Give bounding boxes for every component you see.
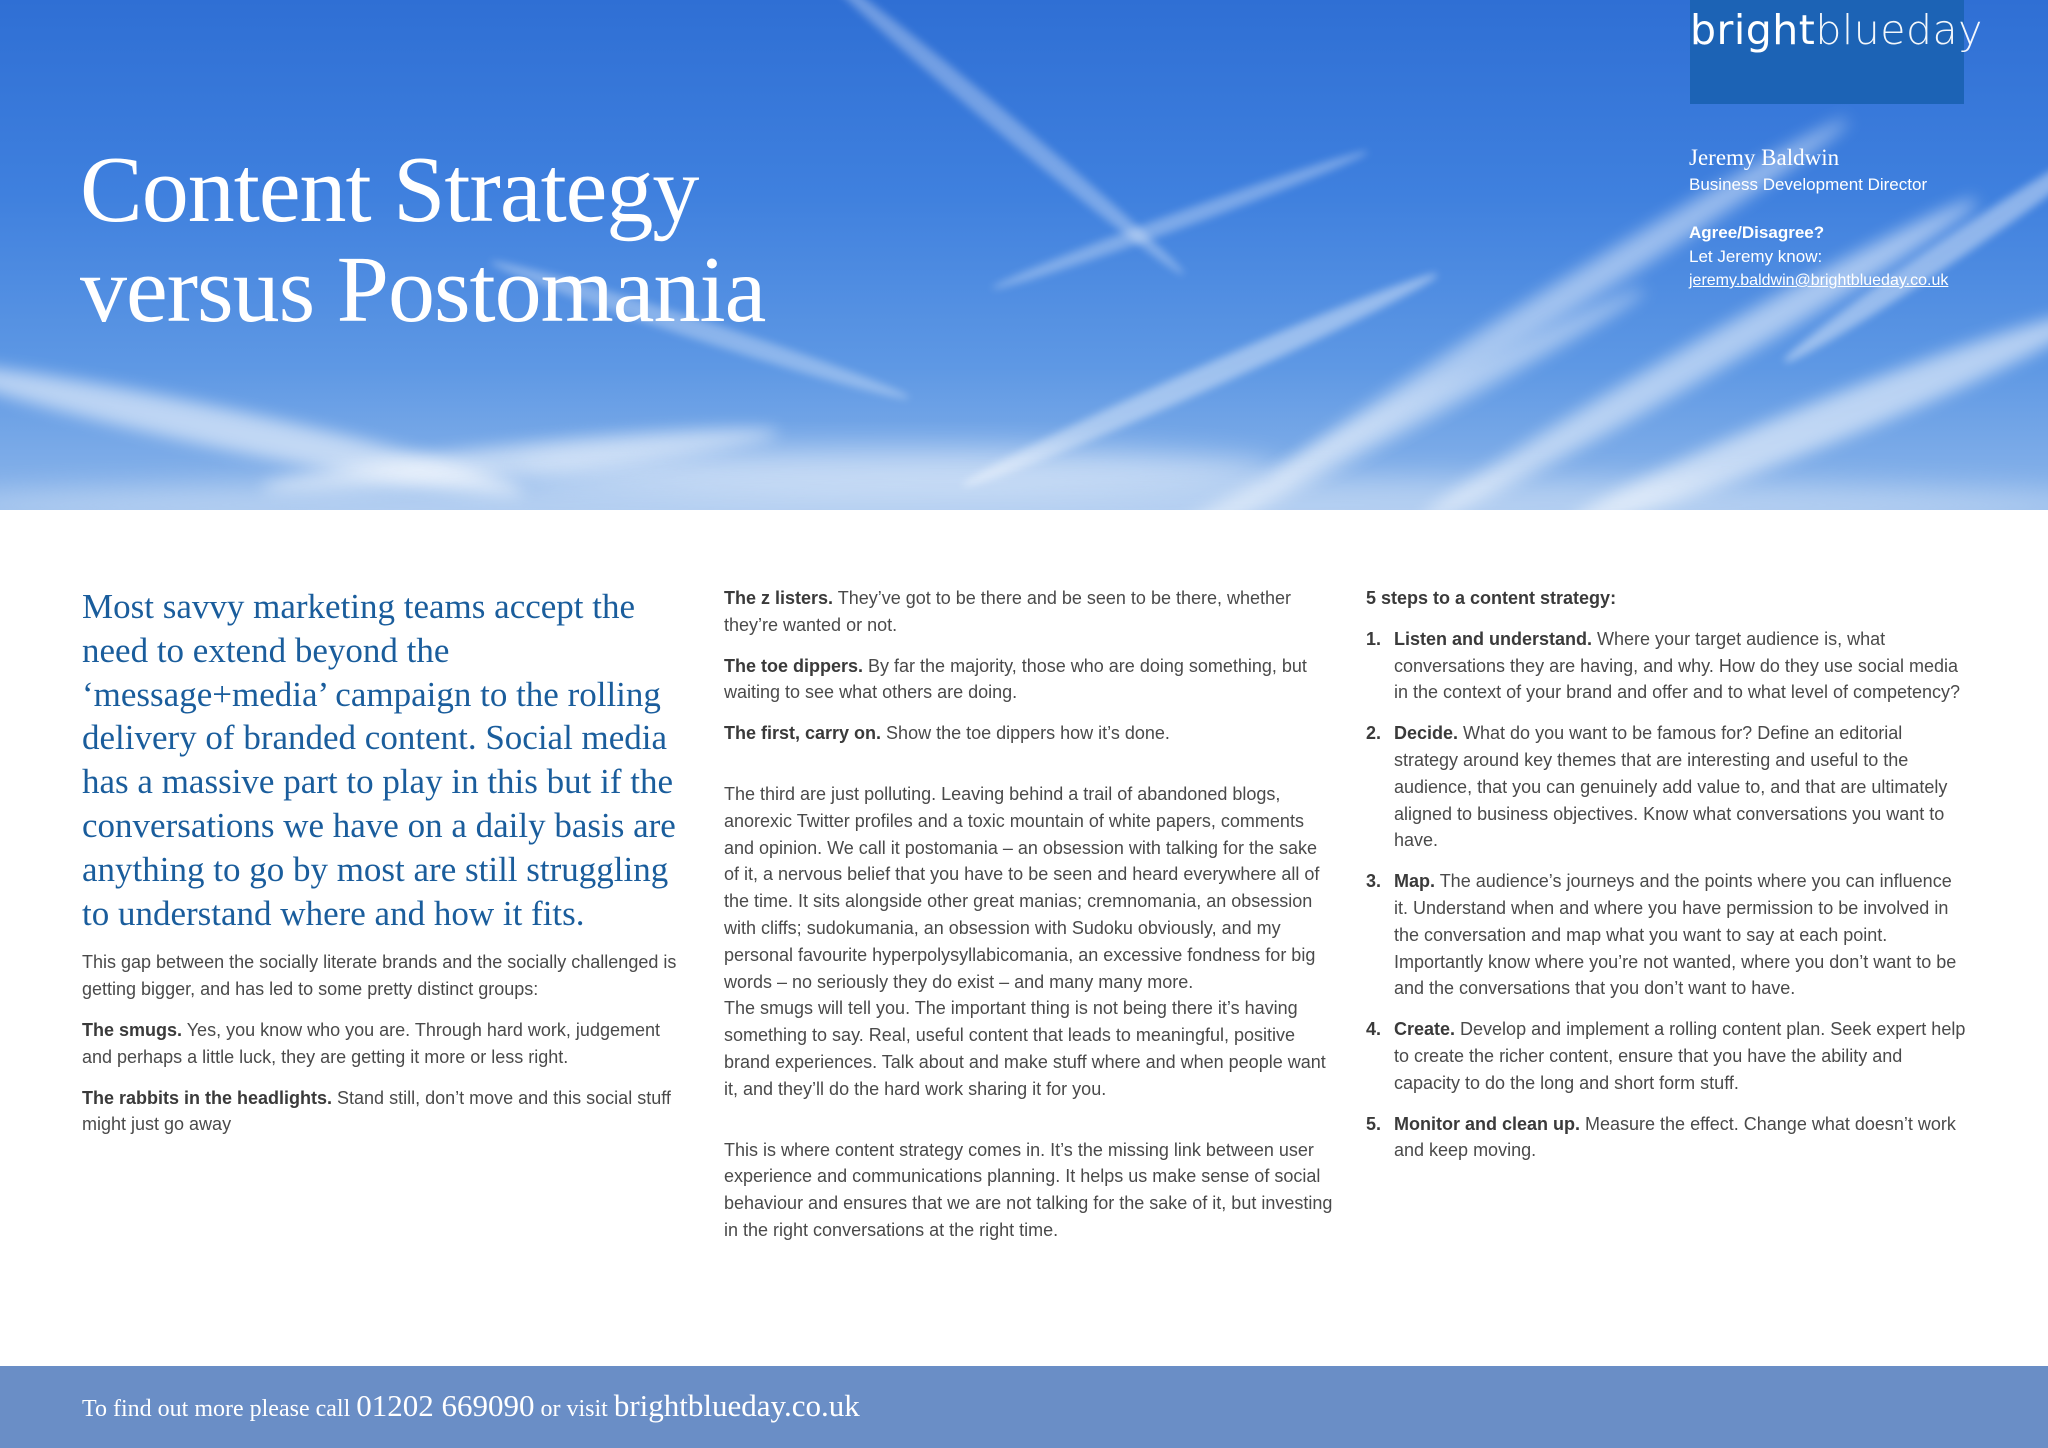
group-z-listers (724, 585, 1336, 639)
author-email-link[interactable]: jeremy.baldwin@brightblueday.co.uk (1689, 272, 1949, 289)
step-label: Monitor and clean up. (1394, 1113, 1581, 1134)
step-text: The audience’s journeys and the points where you can influence it. Understand when and where you have permission to be involved in the conversation and map what you want to say at each point. Importantly know where you’re not wanted, where you don’t want to be and the conversations that you don’t want to have. (1394, 871, 1957, 999)
footer-bar (0, 1366, 2048, 1448)
step-label: Map. (1394, 871, 1436, 892)
step-number: 5. (1366, 1113, 1382, 1134)
page-title (80, 140, 765, 340)
column-2 (724, 585, 1336, 1258)
intro-paragraph: Most savvy marketing teams accept the need to extend beyond the ‘message+media’ campaign to the rolling delivery of branded content. Social media has a massive part to play in this but if the conversations we have on a daily basis are anything to go by most are still struggling to understand where and how it fits. (82, 587, 676, 933)
agree-disagree-heading: Agree/Disagree? (1689, 223, 1825, 242)
column-3 (1366, 585, 1966, 1178)
step-text: Where your target audience is, what conversations they are having, and why. How do they use social media in the context of your brand and offer and to what level of competency? (1394, 628, 1961, 703)
group-first (724, 720, 1336, 747)
group-z-listers-text: They’ve got to be there and be seen to be there, whether they’re wanted or not. (724, 588, 1292, 635)
smugs-tell-paragraph: The smugs will tell you. The important thing is not being there it’s having something to say. Real, useful content that leads to meaningful, positive brand experiences. Talk about and make stuff where and when people want it, and they’ll do the hard work sharing it for you. (724, 998, 1326, 1099)
group-toe-dippers-label: The toe dippers. (724, 655, 864, 676)
step-number: 2. (1366, 723, 1382, 744)
author-name: Jeremy Baldwin (1689, 145, 1840, 170)
footer-prefix: To find out more please call (82, 1396, 357, 1422)
content-strategy-paragraph: This is where content strategy comes in. It’s the missing link between user experience and communications planning. It helps us make sense of social behaviour and ensures that we are not talking for the sake of it, but investing in the right conversations at the right time. (724, 1139, 1333, 1240)
logo-text-blueday: blueday (1815, 6, 1983, 54)
step-text: Develop and implement a rolling content plan. Seek expert help to create the richer content, ensure that you have the ability and capacity to do the long and short form stuff. (1394, 1019, 1966, 1093)
group-z-listers-label: The z listers. (724, 588, 834, 608)
author-contact (1689, 143, 1948, 293)
footer-cta (82, 1388, 860, 1424)
group-smugs (82, 1017, 682, 1071)
column-1 (82, 585, 682, 1152)
group-smugs-text: Yes, you know who you are. Through hard work, judgement and perhaps a little luck, they are getting it more or less right. (82, 1019, 660, 1067)
group-smugs-label: The smugs. (82, 1019, 183, 1040)
step-label: Create. (1394, 1019, 1456, 1040)
step-number: 3. (1366, 871, 1382, 892)
group-first-label: The first, carry on. (724, 723, 882, 744)
group-toe-dippers-text: By far the majority, those who are doing something, but waiting to see what others are doing. (724, 655, 1307, 703)
gap-paragraph: This gap between the socially literate brands and the socially challenged is getting bigger, and has led to some pretty distinct groups: (82, 952, 677, 1000)
brightblueday-logo[interactable] (1690, 0, 1983, 104)
step-text: Measure the effect. Change what doesn’t work and keep moving. (1394, 1113, 1956, 1161)
step-number: 4. (1366, 1019, 1382, 1040)
footer-website-link[interactable]: brightblueday.co.uk (613, 1388, 860, 1423)
hero-banner (0, 0, 2048, 510)
group-first-text: Show the toe dippers how it’s done. (881, 723, 1170, 744)
author-role: Business Development Director (1689, 175, 1928, 194)
footer-phone[interactable]: 01202 669090 (356, 1388, 535, 1423)
logo-text-bright: bright (1690, 6, 1816, 54)
step-text: What do you want to be famous for? Define an editorial strategy around key themes that are interesting and useful to the audience, that you can genuinely add value to, and that are ultimately aligned to business objectives. Know what conversations you want to have. (1394, 723, 1948, 851)
title-line-1: Content Strategy (80, 138, 699, 242)
step-number: 1. (1366, 628, 1382, 649)
group-toe-dippers (724, 653, 1336, 707)
polluting-paragraph: The third are just polluting. Leaving behind a trail of abandoned blogs, anorexic Twitter profiles and a toxic mountain of white papers, comments and opinion. We call it postomania – an obsession with talking for the sake of it, a nervous belief that you have to be seen and heard everywhere all of the time. It sits alongside other great manias; cremnomania, an obsession with cliffs; sudokumania, an obsession with Sudoku obviously, and my personal favourite hyperpolysyllabicomania, an excessive fondness for big words – no seriously they do exist – and many many more. (724, 783, 1320, 992)
let-know-text: Let Jeremy know: (1689, 247, 1823, 266)
group-rabbits-label: The rabbits in the headlights. (82, 1087, 333, 1108)
group-rabbits (82, 1085, 682, 1139)
group-rabbits-text: Stand still, don’t move and this social stuff might just go away (82, 1087, 671, 1135)
title-line-2: versus Postomania (80, 238, 766, 342)
step-label: Listen and understand. (1394, 628, 1593, 649)
step-item (1366, 720, 1966, 854)
steps-list (1366, 626, 1966, 1164)
steps-heading: 5 steps to a content strategy: (1366, 588, 1617, 608)
step-item (1366, 868, 1966, 1002)
step-item (1366, 1016, 1966, 1096)
footer-middle: or visit (534, 1396, 614, 1422)
step-item (1366, 626, 1966, 706)
step-item (1366, 1111, 1966, 1165)
step-label: Decide. (1394, 723, 1459, 744)
